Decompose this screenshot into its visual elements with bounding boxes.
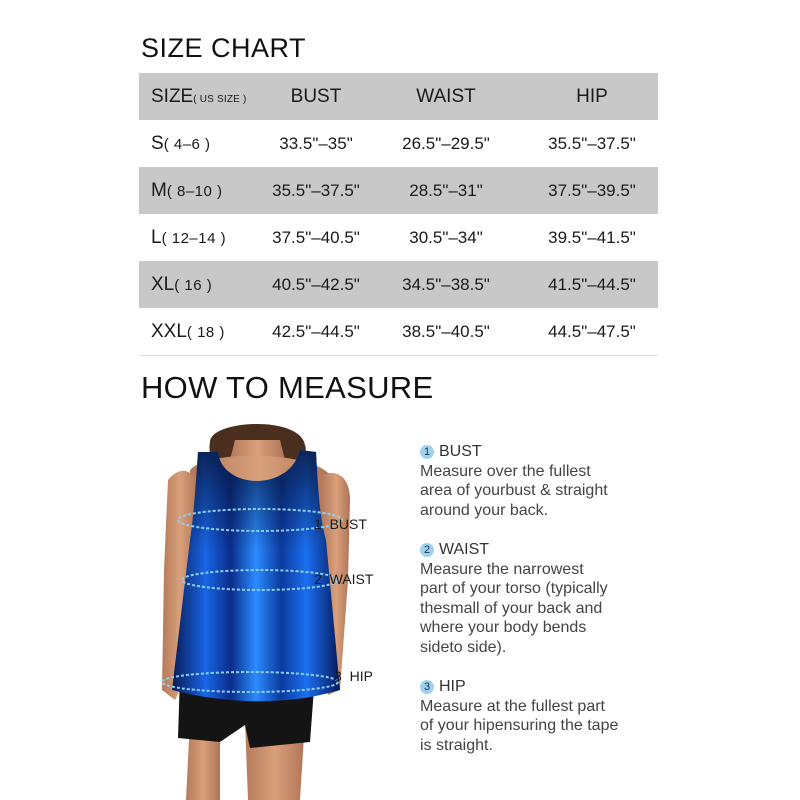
figure-label-number: 2: [314, 571, 322, 587]
figure-label-number: 1: [314, 516, 322, 532]
size-cell: [139, 261, 266, 308]
size-code: XXL: [151, 320, 187, 342]
size-code: XL: [151, 273, 175, 295]
figure-label-hip: [334, 668, 373, 684]
header-waist: WAIST: [366, 73, 526, 120]
size-code: L: [151, 226, 162, 248]
figure-label-text: HIP: [349, 668, 373, 684]
bust-cell: 40.5"–42.5": [266, 261, 366, 308]
size-code: S: [151, 132, 164, 154]
hip-cell: 37.5"–39.5": [526, 167, 658, 214]
instruction-line: where your body bends: [420, 619, 587, 636]
size-cell: [139, 120, 266, 167]
figure-label-text: WAIST: [329, 571, 374, 587]
bust-cell: 35.5"–37.5": [266, 167, 366, 214]
figure-label-number: 3: [334, 668, 342, 684]
size-chart-title: SIZE CHART: [141, 33, 307, 63]
instruction-line: is straight.: [420, 736, 493, 754]
instruction-bust: [420, 442, 660, 520]
figure-label-text: BUST: [329, 516, 367, 532]
step-number-badge: 2: [420, 543, 434, 557]
instruction-line: thesmall of your back and: [420, 599, 603, 617]
header-size: [139, 73, 266, 120]
bust-cell: 37.5"–40.5": [272, 227, 360, 247]
size-range: ( 12–14 ): [161, 229, 227, 247]
model-figure-illustration: [150, 420, 390, 800]
instruction-title-text: WAIST: [439, 541, 490, 558]
waist-cell: 26.5"–29.5": [402, 133, 490, 153]
hip-cell: 41.5"–44.5": [526, 261, 658, 308]
header-size-label: SIZE: [151, 85, 194, 107]
waist-cell: 34.5"–38.5": [366, 261, 526, 308]
instruction-title: [420, 442, 660, 462]
size-cell: [139, 308, 266, 356]
instruction-hip: [420, 677, 660, 755]
hip-cell: 35.5"–37.5": [548, 133, 636, 153]
size-cell: [139, 167, 266, 214]
size-cell: [139, 214, 266, 261]
step-number-badge: 1: [420, 445, 434, 459]
instruction-title-text: HIP: [439, 678, 466, 695]
table-row: [139, 308, 658, 356]
bust-cell: 42.5"–44.5": [266, 308, 366, 356]
table-row: [139, 167, 658, 214]
instruction-line: sideto side).: [420, 638, 507, 656]
header-hip: HIP: [526, 73, 658, 120]
instruction-line: around your back.: [420, 501, 549, 519]
table-row: [139, 120, 658, 167]
instruction-title: [420, 677, 660, 697]
waist-cell: 28.5"–31": [366, 167, 526, 214]
figure-label-waist: [314, 571, 373, 587]
header-bust: BUST: [266, 73, 366, 120]
size-range: ( 4–6 ): [163, 135, 211, 153]
bust-cell: 33.5"–35": [279, 133, 353, 153]
size-range: ( 18 ): [186, 323, 225, 341]
instruction-line: part of your torso (typically: [420, 580, 608, 597]
table-row: [139, 214, 658, 261]
instruction-line: area of yourbust & straight: [420, 482, 608, 499]
instruction-line: Measure at the fullest part: [420, 697, 605, 715]
table-row: [139, 261, 658, 308]
size-range: ( 8–10 ): [166, 182, 223, 200]
waist-cell: 38.5"–40.5": [366, 308, 526, 356]
hip-cell: 44.5"–47.5": [526, 308, 658, 356]
size-code: M: [151, 179, 167, 201]
hip-cell: 39.5"–41.5": [548, 227, 636, 247]
step-number-badge: 3: [420, 680, 434, 694]
instruction-line: Measure over the fullest: [420, 462, 591, 480]
header-size-note: ( US SIZE ): [193, 93, 247, 105]
table-header-row: [139, 73, 658, 120]
instruction-waist: [420, 540, 660, 657]
figure-label-bust: [314, 516, 367, 532]
instruction-line: Measure the narrowest: [420, 560, 584, 578]
size-chart-table: [139, 73, 658, 356]
instruction-title-text: BUST: [439, 443, 482, 460]
instruction-line: of your hipensuring the tape: [420, 717, 619, 734]
how-to-measure-title: HOW TO MEASURE: [141, 370, 434, 405]
size-range: ( 16 ): [174, 276, 213, 294]
waist-cell: 30.5"–34": [409, 227, 483, 247]
instruction-title: [420, 540, 660, 560]
